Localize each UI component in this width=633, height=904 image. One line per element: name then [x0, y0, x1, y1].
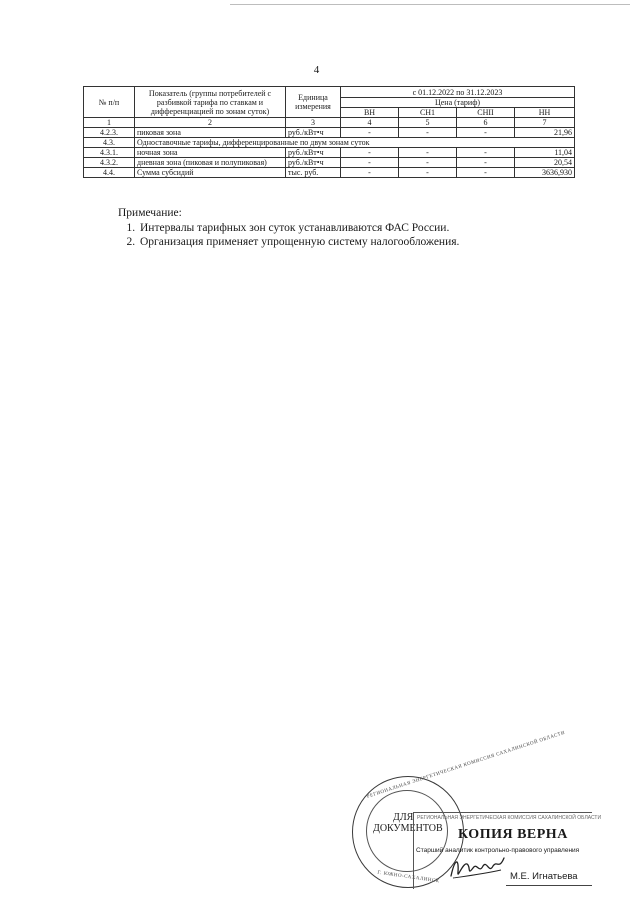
row-sn2: - [457, 168, 515, 178]
row-vn: - [341, 148, 399, 158]
row-sn1: - [399, 158, 457, 168]
row-unit: тыс. руб. [286, 168, 341, 178]
header-num: № п/п [84, 87, 135, 118]
documents-label-line1: ДЛЯ [393, 812, 414, 823]
header-unit: Единица измерения [286, 87, 341, 118]
column-number: 4 [341, 118, 399, 128]
row-sn2: - [457, 148, 515, 158]
row-section-title: Одноставочные тарифы, дифференцированные по двум зонам суток [135, 138, 575, 148]
row-vn: - [341, 128, 399, 138]
row-unit: руб./кВт•ч [286, 158, 341, 168]
column-number: 6 [457, 118, 515, 128]
header-level-sn1: СН1 [399, 108, 457, 118]
header-period: с 01.12.2022 по 31.12.2023 [341, 87, 575, 98]
row-name: пиковая зона [135, 128, 286, 138]
row-nn: 21,96 [515, 128, 575, 138]
header-level-sn2: СНII [457, 108, 515, 118]
row-vn: - [341, 168, 399, 178]
header-indicator: Показатель (группы потребителей с разбивкой тарифа по ставкам и дифференциацией по зонам суток) [135, 87, 286, 118]
row-name: Сумма субсидий [135, 168, 286, 178]
scan-edge-line [230, 4, 630, 5]
row-sn2: - [457, 128, 515, 138]
table-row [84, 128, 575, 138]
stamp-position: Старший аналитик контрольно-правового управления [416, 847, 580, 854]
row-num: 4.3.1. [84, 148, 135, 158]
column-numbers-row [84, 118, 575, 128]
row-nn: 3636,930 [515, 168, 575, 178]
round-seal-text: РЕГИОНАЛЬНАЯ ЭНЕРГЕТИЧЕСКАЯ КОМИССИЯ САХАЛИНСКОЙ ОБЛАСТИ [366, 730, 566, 800]
table-row [84, 158, 575, 168]
signature-line [506, 885, 592, 886]
note-item: 1. Интервалы тарифных зон суток устанавливаются ФАС России. [138, 221, 459, 235]
column-number: 3 [286, 118, 341, 128]
round-seal-bottom-text: Г. ЮЖНО-САХАЛИНСК [376, 870, 440, 885]
page-number: 4 [313, 64, 320, 76]
notes-list [118, 221, 459, 249]
column-number: 7 [515, 118, 575, 128]
row-unit: руб./кВт•ч [286, 128, 341, 138]
row-name: дневная зона (пиковая и полупиковая) [135, 158, 286, 168]
column-number: 1 [84, 118, 135, 128]
header-level-nn: НН [515, 108, 575, 118]
row-num: 4.4. [84, 168, 135, 178]
header-level-vn: ВН [341, 108, 399, 118]
row-num: 4.2.3. [84, 128, 135, 138]
row-num: 4.3.2. [84, 158, 135, 168]
row-unit: руб./кВт•ч [286, 148, 341, 158]
table-row [84, 138, 575, 148]
tariff-table [83, 86, 575, 178]
documents-label-line2: ДОКУМЕНТОВ [373, 823, 443, 834]
row-name: ночная зона [135, 148, 286, 158]
row-sn1: - [399, 128, 457, 138]
column-number: 2 [135, 118, 286, 128]
row-sn2: - [457, 158, 515, 168]
row-nn: 11,04 [515, 148, 575, 158]
table-row [84, 168, 575, 178]
notes-section [118, 206, 459, 249]
stamp-org-line: РЕГИОНАЛЬНАЯ ЭНЕРГЕТИЧЕСКАЯ КОМИССИЯ САХАЛИНСКОЙ ОБЛАСТИ [417, 815, 602, 821]
row-vn: - [341, 158, 399, 168]
signer-name: М.Е. Игнатьева [510, 871, 578, 882]
row-sn1: - [399, 168, 457, 178]
row-nn: 20,54 [515, 158, 575, 168]
column-number: 5 [399, 118, 457, 128]
row-sn1: - [399, 148, 457, 158]
stamp-copy-text: КОПИЯ ВЕРНА [458, 827, 568, 842]
handwritten-signature [447, 852, 507, 884]
header-price: Цена (тариф) [341, 98, 575, 108]
notes-title: Примечание: [118, 207, 182, 219]
table-row [84, 148, 575, 158]
note-item: 2. Организация применяет упрощенную систему налогообложения. [138, 235, 459, 249]
row-num: 4.3. [84, 138, 135, 148]
